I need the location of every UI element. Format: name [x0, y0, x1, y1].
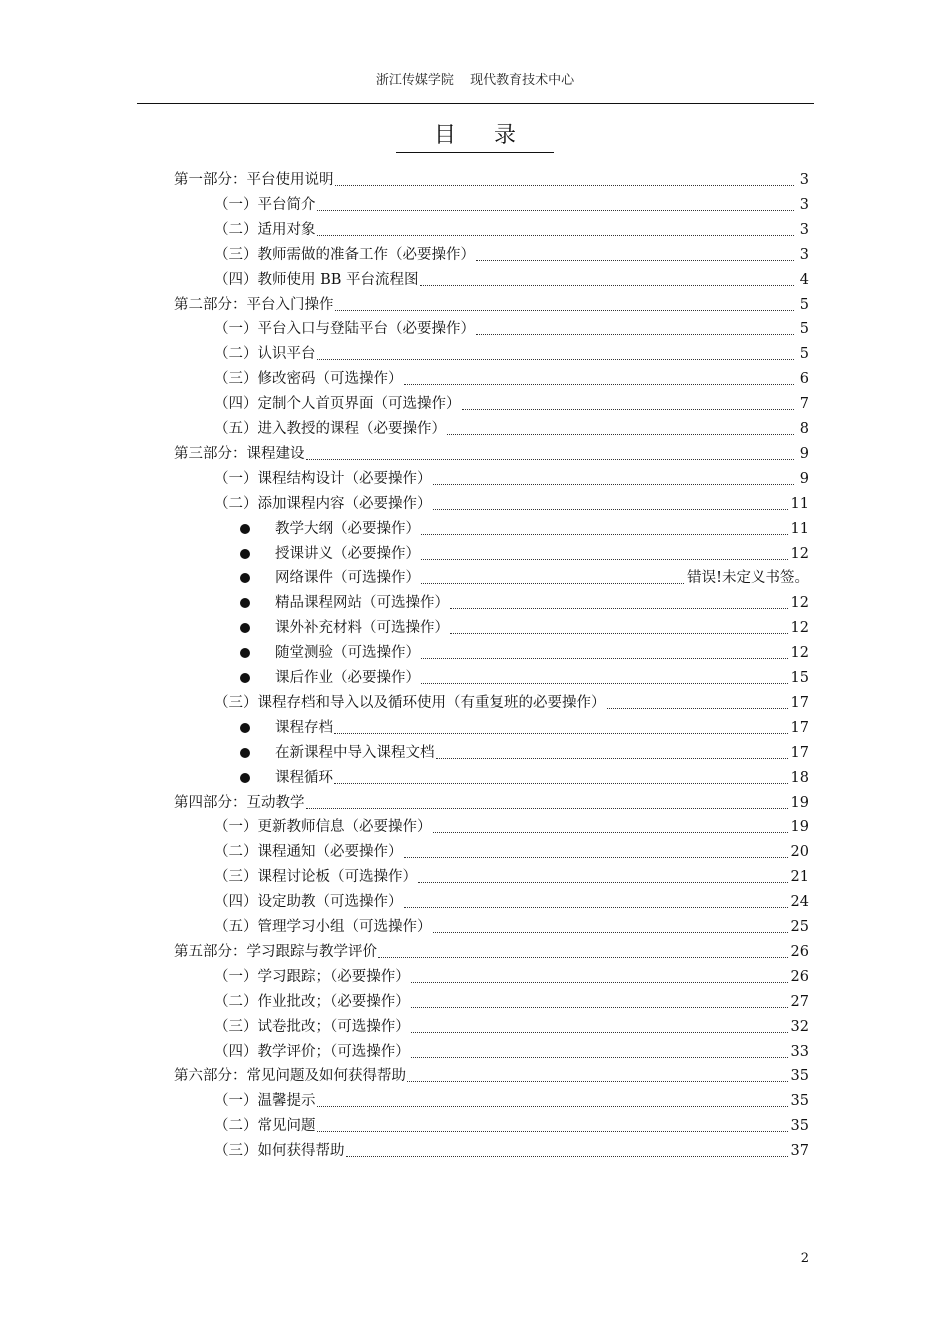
toc-entry-page: 错误!未定义书签。	[687, 570, 809, 587]
toc-entry[interactable]	[214, 837, 809, 862]
toc-entry[interactable]	[214, 912, 809, 937]
toc-entry-label: （二）课程通知（必要操作）	[214, 844, 403, 861]
toc-entry[interactable]	[240, 638, 809, 663]
toc-entry-label: （一）平台简介	[214, 196, 316, 213]
toc-leader-dots	[306, 459, 795, 460]
toc-entry-page: 35	[790, 1118, 809, 1135]
toc-entry-label: （三）课程讨论板（可选操作）	[214, 869, 417, 886]
toc-leader-dots	[335, 185, 795, 186]
toc-entry[interactable]	[214, 862, 809, 887]
toc-leader-dots	[476, 334, 794, 335]
toc-entry-label: 第四部分：互动教学	[174, 794, 305, 811]
toc-leader-dots	[404, 384, 795, 385]
toc-entry-label: 教学大纲（必要操作）	[275, 520, 420, 537]
toc-entry[interactable]	[214, 962, 809, 987]
page-number: 2	[800, 1251, 809, 1266]
toc-entry[interactable]	[240, 588, 809, 613]
toc-leader-dots	[317, 210, 795, 211]
toc-entry-label: （二）常见问题	[214, 1118, 316, 1135]
toc-entry-page: 17	[790, 694, 809, 711]
toc-entry[interactable]	[174, 1061, 809, 1086]
toc-entry-page: 3	[799, 196, 809, 213]
toc-leader-dots	[450, 608, 788, 609]
toc-entry-label: （四）定制个人首页界面（可选操作）	[214, 396, 461, 413]
toc-leader-dots	[421, 658, 788, 659]
toc-leader-dots	[317, 359, 795, 360]
toc-entry[interactable]	[174, 290, 809, 315]
toc-entry[interactable]	[240, 713, 809, 738]
toc-entry-label: （一）学习跟踪；（必要操作）	[214, 968, 410, 985]
toc-leader-dots	[476, 260, 794, 261]
toc-leader-dots	[411, 1032, 788, 1033]
toc-entry-label: （一）更新教师信息（必要操作）	[214, 819, 432, 836]
toc-entry[interactable]	[214, 812, 809, 837]
toc-leader-dots	[421, 534, 788, 535]
toc-entry-label: 第五部分：学习跟踪与教学评价	[174, 943, 377, 960]
toc-entry-label: 课后作业（必要操作）	[275, 670, 420, 686]
toc-leader-dots	[420, 285, 794, 286]
toc-leader-dots	[306, 808, 788, 809]
toc-leader-dots	[404, 907, 788, 908]
toc-entry[interactable]	[240, 514, 809, 539]
toc-entry-page: 4	[799, 271, 809, 288]
toc-entry-page: 25	[790, 919, 809, 935]
toc-entry-label: 第一部分：平台使用说明	[174, 172, 334, 188]
toc-entry-label: （一）平台入口与登陆平台（必要操作）	[214, 321, 475, 338]
toc-entry[interactable]	[214, 1111, 809, 1136]
toc-leader-dots	[447, 434, 794, 435]
toc-entry-label: （四）教师使用 BB 平台流程图	[214, 271, 419, 288]
bullet-icon	[240, 524, 250, 534]
toc-leader-dots	[334, 733, 788, 734]
toc-entry-page: 5	[799, 296, 809, 313]
bullet-icon	[240, 748, 250, 758]
toc-entry-label: 网络课件（可选操作）	[275, 570, 420, 587]
toc-entry-label: （二）作业批改；（必要操作）	[214, 993, 410, 1010]
bullet-icon	[240, 773, 250, 783]
header-divider	[137, 103, 814, 104]
toc-entry[interactable]	[174, 165, 809, 190]
toc-leader-dots	[335, 310, 795, 311]
toc-entry-page: 26	[790, 943, 809, 960]
toc-entry[interactable]	[174, 937, 809, 962]
toc-leader-dots	[433, 932, 788, 933]
toc-leader-dots	[436, 758, 788, 759]
toc-leader-dots	[317, 1106, 788, 1107]
toc-entry[interactable]	[214, 464, 809, 489]
toc-entry-label: （四）设定助教（可选操作）	[214, 894, 403, 911]
toc-entry-page: 12	[790, 645, 809, 662]
toc-entry-label: 课程存档	[275, 719, 333, 736]
toc-entry[interactable]	[214, 314, 809, 339]
toc-entry-page: 27	[790, 993, 809, 1010]
toc-entry-label: （二）适用对象	[214, 221, 316, 238]
toc-entry[interactable]	[214, 489, 809, 514]
toc-entry-page: 12	[790, 620, 809, 637]
toc-entry-page: 6	[799, 371, 809, 388]
toc-leader-dots	[433, 832, 788, 833]
toc-leader-dots	[450, 633, 788, 634]
toc-entry-page: 35	[790, 1068, 809, 1085]
header-center: 现代教育技术中心	[470, 73, 575, 88]
toc-entry-page: 12	[790, 545, 809, 562]
header-school: 浙江传媒学院	[375, 73, 454, 88]
bullet-icon	[240, 573, 250, 583]
toc-entry-label: 精品课程网站（可选操作）	[275, 595, 449, 612]
toc-entry[interactable]	[214, 887, 809, 912]
toc-entry-page: 7	[799, 396, 809, 413]
toc-leader-dots	[378, 957, 788, 958]
toc-entry[interactable]	[214, 1037, 809, 1062]
toc-entry[interactable]	[214, 389, 809, 414]
toc-entry-page: 9	[799, 470, 809, 487]
toc-entry[interactable]	[214, 265, 809, 290]
toc-entry-label: （三）课程存档和导入以及循环使用（有重复班的必要操作）	[214, 694, 606, 711]
toc-entry-label: （一）课程结构设计（必要操作）	[214, 470, 432, 487]
toc-leader-dots	[421, 583, 684, 584]
toc-leader-dots	[346, 1156, 788, 1157]
toc-entry[interactable]	[174, 788, 809, 813]
toc-entry-page: 8	[799, 421, 809, 437]
toc-entry[interactable]	[214, 414, 809, 439]
toc-leader-dots	[421, 683, 788, 684]
toc-entry-page: 20	[790, 844, 809, 861]
toc-entry-label: （三）如何获得帮助	[214, 1143, 345, 1160]
toc-entry-page: 3	[799, 221, 809, 238]
toc-entry-page: 19	[790, 819, 809, 836]
toc-entry-label: 课外补充材料（可选操作）	[275, 620, 449, 637]
toc-leader-dots	[411, 982, 788, 983]
toc-entry-label: 在新课程中导入课程文档	[275, 744, 435, 761]
bullet-icon	[240, 648, 250, 658]
toc-leader-dots	[433, 484, 795, 485]
page-header	[0, 69, 950, 88]
toc-entry[interactable]	[240, 613, 809, 638]
toc-entry-page: 3	[799, 246, 809, 263]
bullet-icon	[240, 623, 250, 633]
toc-entry-page: 19	[790, 794, 809, 811]
toc-entry[interactable]	[240, 763, 809, 788]
toc-leader-dots	[334, 783, 788, 784]
toc-leader-dots	[421, 559, 788, 560]
toc-entry-page: 21	[790, 869, 809, 886]
toc-entry-label: 课程循环	[275, 769, 333, 786]
toc-leader-dots	[411, 1007, 788, 1008]
toc-leader-dots	[317, 235, 795, 236]
toc-entry-page: 11	[790, 495, 809, 512]
bullet-icon	[240, 673, 250, 683]
toc-entry[interactable]	[240, 563, 809, 588]
toc-entry-page: 26	[790, 968, 809, 985]
toc-entry-label: （三）教师需做的准备工作（必要操作）	[214, 246, 475, 263]
toc-entry-label: （二）认识平台	[214, 346, 316, 363]
toc-entry-page: 17	[790, 744, 809, 761]
bullet-icon	[240, 549, 250, 559]
toc-leader-dots	[607, 708, 788, 709]
toc-entry-label: （三）试卷批改；（可选操作）	[214, 1018, 410, 1035]
toc-entry-page: 33	[790, 1043, 809, 1060]
toc-entry-page: 35	[790, 1093, 809, 1110]
toc-title	[0, 121, 950, 153]
toc-entry-label: 第六部分：常见问题及如何获得帮助	[174, 1068, 406, 1085]
toc-entry-page: 24	[790, 894, 809, 911]
toc-entry[interactable]	[214, 364, 809, 389]
toc-entry-page: 37	[790, 1143, 809, 1160]
toc-entry-page: 17	[790, 719, 809, 736]
toc-entry-page: 32	[790, 1018, 809, 1035]
bullet-icon	[240, 723, 250, 733]
toc-entry-label: （四）教学评价；（可选操作）	[214, 1043, 410, 1060]
toc-entry-label: 随堂测验（可选操作）	[275, 645, 420, 662]
toc-entry[interactable]	[240, 663, 809, 688]
toc-entry[interactable]	[214, 215, 809, 240]
toc-entry[interactable]	[174, 439, 809, 464]
toc-entry[interactable]	[214, 987, 809, 1012]
toc-entry[interactable]	[240, 738, 809, 763]
toc-entry-label: （五）管理学习小组（可选操作）	[214, 919, 432, 935]
toc-entry[interactable]	[214, 1086, 809, 1111]
toc-entry-page: 9	[799, 445, 809, 462]
toc-leader-dots	[411, 1057, 788, 1058]
toc-entry-label: 第二部分：平台入门操作	[174, 296, 334, 313]
toc-entry[interactable]	[214, 240, 809, 265]
toc-leader-dots	[404, 857, 788, 858]
toc-entry-page: 12	[790, 595, 809, 612]
toc-entry-page: 5	[799, 321, 809, 338]
toc-title-text: 目录	[396, 121, 554, 153]
toc-leader-dots	[418, 882, 788, 883]
toc-entry-page: 11	[790, 520, 809, 537]
toc-leader-dots	[317, 1131, 788, 1132]
toc-entry[interactable]	[214, 339, 809, 364]
toc-entry-label: 授课讲义（必要操作）	[275, 545, 420, 562]
toc-entry-page: 3	[799, 172, 809, 188]
toc-entry-label: 第三部分：课程建设	[174, 445, 305, 462]
toc-entry-label: （五）进入教授的课程（必要操作）	[214, 421, 446, 437]
toc-entry[interactable]	[214, 190, 809, 215]
toc-entry[interactable]	[214, 1136, 809, 1161]
toc-entry[interactable]	[240, 539, 809, 564]
toc-leader-dots	[407, 1081, 788, 1082]
toc-leader-dots	[433, 509, 788, 510]
toc-entry-label: （三）修改密码（可选操作）	[214, 371, 403, 388]
toc-entry-label: （二）添加课程内容（必要操作）	[214, 495, 432, 512]
toc-entry-page: 5	[799, 346, 809, 363]
toc-entry-page: 15	[790, 670, 809, 686]
bullet-icon	[240, 598, 250, 608]
toc-entry-label: （一）温馨提示	[214, 1093, 316, 1110]
toc-entry[interactable]	[214, 688, 809, 713]
toc-entry[interactable]	[214, 1012, 809, 1037]
toc-entry-page: 18	[790, 769, 809, 786]
toc-leader-dots	[462, 409, 795, 410]
